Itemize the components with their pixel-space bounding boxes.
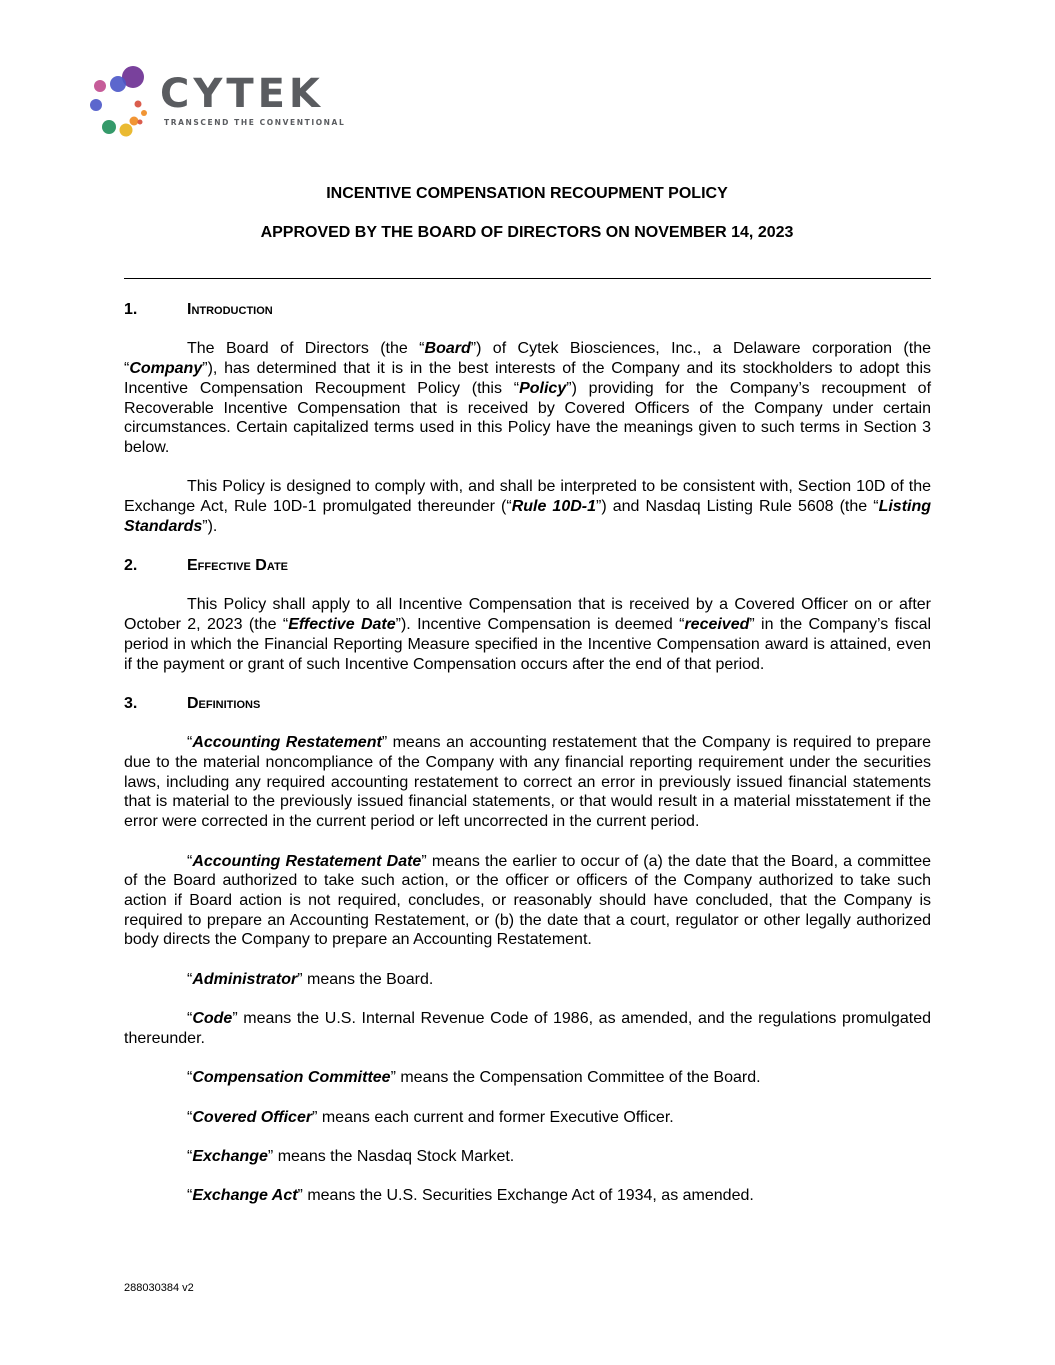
definition-exchange-act: “Exchange Act” means the U.S. Securities Exchange Act of 1934, as amended.	[187, 1187, 754, 1205]
title-divider	[124, 278, 931, 279]
document-id-footer: 288030384 v2	[124, 1282, 194, 1294]
definition-accounting-restatement-date: “Accounting Restatement Date” means the earlier to occur of (a) the date that the Board, a committee of the Board authorized to take such action, or the officer or officers of the Company authorized to take such action if Board action is not required, concludes, or reasonably should have concluded, that the Company is required to prepare an Accounting Restatement, or (b) the date that a court, regulator or other legally authorized body directs the Company to prepare an Accounting Restatement.	[124, 852, 932, 949]
definition-administrator: “Administrator” means the Board.	[187, 970, 434, 988]
defined-term: Covered Officer	[192, 1108, 313, 1126]
defined-term: Exchange Act	[192, 1187, 298, 1205]
section-title: Introduction	[187, 301, 273, 318]
effective-date-paragraph: This Policy shall apply to all Incentive Compensation that is received by a Covered Officer on or after October 2, 2023 (the “Effective Date”). Incentive Compensation is deemed “received” in the Company’s fiscal period in which the Financial Reporting Measure specified in the Incentive Compensation award is attained, even if the payment or grant of such Incentive Compensation occurs after the end of that period.	[124, 596, 932, 673]
section-title: Effective Date	[187, 557, 289, 575]
defined-term: Policy	[519, 379, 567, 397]
defined-term: Code	[192, 1010, 233, 1028]
section-heading-effective-date	[124, 556, 931, 576]
defined-term: Administrator	[192, 970, 298, 988]
definition-exchange: “Exchange” means the Nasdaq Stock Market.	[187, 1148, 515, 1166]
defined-term: Accounting Restatement	[192, 734, 382, 752]
logo-tagline: TRANSCEND THE CONVENTIONAL	[164, 118, 346, 127]
definition-covered-officer: “Covered Officer” means each current and former Executive Officer.	[187, 1108, 674, 1126]
defined-term: Compensation Committee	[192, 1069, 391, 1087]
defined-term: Exchange	[192, 1148, 268, 1166]
introduction-paragraph-1: The Board of Directors (the “Board”) of Cytek Biosciences, Inc., a Delaware corporation (the “Company”), has determined that it is in the best interests of the Company and its stockholders to adopt this Incentive Compensation Recoupment Policy (this “Policy”) providing for the Company’s recoupment of Recoverable Incentive Compensation that is received by Covered Officers of the Company under certain circumstances. Certain capitalized terms used in this Policy have the meanings given to such terms in Section 3 below.	[124, 340, 932, 456]
defined-term: Accounting Restatement Date	[192, 852, 422, 870]
definition-code: “Code” means the U.S. Internal Revenue Code of 1986, as amended, and the regulations promulgated thereunder.	[124, 1010, 931, 1047]
section-number: 3.	[124, 694, 138, 712]
logo-wordmark: CYTEK	[160, 71, 324, 117]
definition-accounting-restatement: “Accounting Restatement” means an accounting restatement that the Company is required to prepare due to the material noncompliance of the Company with any financial reporting requirement under the securities laws, including any required accounting restatement to correct an error in previously issued financial statements that is material to the previously issued financial statements, or that would result in a material misstatement if the error were corrected in the current period or left uncorrected in the current period.	[124, 734, 932, 831]
defined-term: Rule 10D-1	[511, 498, 596, 515]
introduction-paragraph-2: This Policy is designed to comply with, and shall be interpreted to be consistent with, Section 10D of the Exchange Act, Rule 10D-1 promulgated thereunder (“Rule 10D-1”) and Nasdaq Listing Rule 5608 (the “Listing Standards”).	[124, 478, 932, 535]
defined-term: Listing Standards	[124, 498, 932, 535]
defined-term: Effective Date	[288, 616, 396, 634]
section-number: 1.	[124, 301, 138, 318]
section-heading-definitions	[124, 694, 931, 714]
logo-dots-icon	[88, 64, 158, 144]
section-heading-introduction	[124, 300, 931, 320]
policy-title: INCENTIVE COMPENSATION RECOUPMENT POLICY	[326, 185, 728, 202]
defined-term: Board	[424, 340, 471, 358]
policy-body	[124, 300, 931, 1206]
definition-compensation-committee: “Compensation Committee” means the Compensation Committee of the Board.	[187, 1069, 761, 1087]
section-title: Definitions	[187, 694, 261, 712]
defined-term: Company	[129, 360, 203, 378]
section-number: 2.	[124, 557, 138, 575]
cytek-logo	[88, 64, 348, 144]
defined-term: received	[684, 616, 750, 634]
approval-subtitle: APPROVED BY THE BOARD OF DIRECTORS ON NOVEMBER 14, 2023	[260, 224, 794, 241]
